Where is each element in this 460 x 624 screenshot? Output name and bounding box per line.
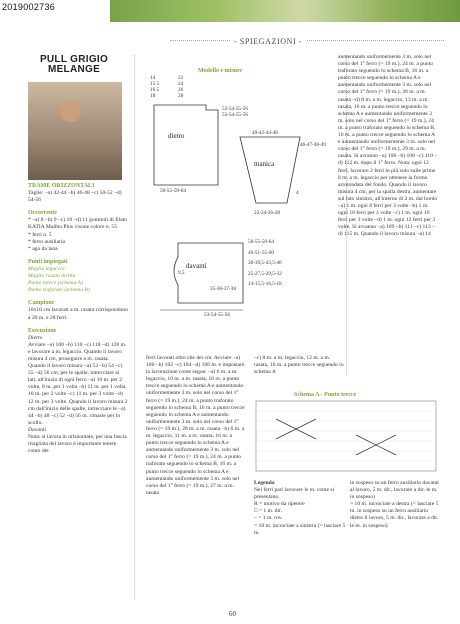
- section-header: - SPIEGAZIONI -: [230, 37, 306, 46]
- top-photo-strip: [110, 0, 460, 22]
- sizes-text: Taglie: –a) 42-44 –b) 46-48 –c) 50-52 –d) 54-56: [28, 190, 122, 204]
- legend-note: Nei ferri pari lavorare le m. come si presentano.: [254, 487, 335, 501]
- back-heading: Dietro: [28, 334, 43, 341]
- left-column: [28, 183, 128, 455]
- front-mid-measure: 35-36-37-38: [210, 286, 236, 292]
- legend-heading: Legenda: [254, 480, 275, 486]
- legend-item: □ = 1 m. dir.: [254, 508, 282, 515]
- sleeve-small-measure: 4: [296, 190, 299, 196]
- right-column: aumentando uniformemente 3 m. solo nel corso del 1° ferro (= 19 m.), 24 m. a punto traforato seguendo lo schema B, 16 m. a punto trecce seguendo lo schema A e aumentando uniformemente 3 m. solo nel corso del 1° ferro (= 19 m.), 28 m. a m. rasata –d) 8 m. a m. legaccio, 13 m. a m. rasata, 16 m. a punto trecce seguendo lo schema A e aumentando uniformemente 3 m. solo nel corso del 1° ferro (= 19 m.), 24 m. a punto traforato seguendo lo schema B, 16 m. a punto trecce seguendo lo schema A e aumentando uniformemente 3 m. solo nel corso del 1° ferro (= 19 m.), 29 m. a m. rasata. Si avranno –a) 106 –b) 108 –c) 110 –d) 112 m. dopo il 1° ferro. Nota: ogni 12 ferri, lavorare 2 ferri in più solo sulle prime 8 m. a m. legaccio per ottenere la forma arrotondata del fondo. Quando il lavoro misura 4 cm, per la spalla destra, aumentare sul lato sinistro, all'interno di 2 m. dal bordo –a) 1 m. ogni 8 ferri per 3 volte –b) 1 m. ogni 10 ferri per 3 volte –c) 1 m. ogni 10 ferri per 3 volte –d) 1 m. ogni 12 ferri per 3 volte. Si avranno –a) 109 –b) 111 –c) 113 –d) 115 m. Quando il lavoro misura –a) 14: [338, 54, 438, 238]
- back-label: dietro: [168, 132, 185, 140]
- materials-heading: Occorrente: [28, 210, 57, 217]
- front-label: davanti: [186, 262, 207, 270]
- back-measure-col: 14 15.5 16.5 18: [150, 75, 160, 99]
- gauge-heading: Campione: [28, 300, 55, 307]
- front-bottom-measure: 53-54-55-56: [204, 312, 230, 318]
- model-photo: [28, 82, 122, 180]
- gauge-text: 10x10 cm lavorati a m. rasata corrispondono a 20 m. e 28 ferri.: [28, 307, 128, 321]
- schema-title: Schema A - Punto trecce: [294, 392, 357, 398]
- sleeve-shape: [240, 137, 300, 203]
- middle-column: ferri lavorati oltre che dei cm. Avviare –a) 100 –b) 102 –c) 104 –d) 106 m. e impostare la lavorazione come segue: –a) 6 m. a m. legaccio, 10 m. a m. rasata, 16 m. a punto trecce seguendo lo schema A e aumentando uniformemente 3 m. solo nel corso del 1° ferro (= 19 m.), 24 m. a punto traforato seguendo lo schema B, 16 m. a punto trecce seguendo lo schema A e aumentando uniformemente 3 m. solo nel corso del 1° ferro (= 19 m.), 28 m. a m. rasata –b) 6 m. a m. legaccio, 11 m. a m. rasata, 16 m. a punto trecce seguendo lo schema A e aumentando uniformemente 3 m. solo nel corso del 1° ferro (= 19 m.), 24 m. a punto traforato seguendo lo schema B, 16 m. a punto trecce seguendo lo schema A e aumentando uniformemente 3 m. solo nel corso del 1° ferro (= 19 m.), 27 m. a m. rasata: [146, 355, 245, 496]
- back-text: Avviare –a) 100 –b) 110 –c) 118 –d) 128 m. e lavorare a m. legaccio. Quando il lavoro misura 4 cm, proseguire a m. rasata. Quando il lavoro misura –a) 53 –b) 54 –c) 55 –d) 56 cm, per le spalle, intrecciare ai lati, all'inizio di ogni ferro –a) 10 m. per 2 volte, 8 m. per 1 volta –b) 11 m. per 1 volta, 10 m. per 2 volte –c) 11 m. per 3 volte –d) 12 m. per 3 volte. Quando il lavoro misura 2 cm dall'inizio delle spalle, intrecciare le –a) 44 –b) 48 –c) 52 –d) 56 m. rimaste per lo scollo.: [28, 341, 128, 426]
- header-rule: [170, 40, 444, 43]
- sleeve-side-measure: 46-47-48-49: [300, 142, 326, 148]
- front-left-measure: 9,5: [178, 270, 185, 276]
- front-text: Nota: si lavora in orizzontale, per una fascia ritagliata del lavoro è importante tenere conto dei: [28, 434, 127, 455]
- reference-code: 2019002736: [2, 2, 56, 12]
- execution-heading: Esecuzione: [28, 327, 57, 334]
- back-side-measures: 53-54-55-56 53-54-55-56: [222, 106, 248, 118]
- sleeve-top-measure: 40-42-44-46: [252, 130, 278, 136]
- materials-text: * –a) 8 –b) 9 –c) 10 –d) 11 gomitoli di filato KATIA Malibu Plus visone colore n. 55 * ferri n. 5 * ferro ausiliario * ago da lana: [28, 217, 128, 252]
- column-divider: [134, 55, 135, 600]
- back-measure-col2: 22 24 26 28: [178, 75, 184, 99]
- sleeve-label: manica: [254, 160, 275, 168]
- schema-chart: [256, 401, 436, 471]
- legend-item: – = 1 m. rov.: [254, 515, 283, 522]
- stitches-list: Maglia legaccio Maglia rasata diritta Punto trecce (schema A) Punto traforato (schema B): [28, 265, 90, 294]
- front-measures: 50-55-59-64 46-51-55-60 36-39,5-43,5-46 25-27,5-29,5-32 14-15,5-16,5-18: [248, 239, 282, 287]
- back-panel-shape: [154, 105, 218, 185]
- diagram-title: Modello e misure: [198, 68, 243, 74]
- sleeve-bottom-measure: 22-24-26-28: [254, 210, 280, 216]
- pattern-title: PULL GRIGIO MELANGE: [39, 54, 109, 75]
- page-number: 60: [229, 610, 236, 618]
- trame-heading: TRAME ORIZZONTALI: [28, 183, 95, 189]
- legend-item: = 10 m. incrociate a sinistra (= lasciare 5 m.: [254, 522, 346, 536]
- legend-side-text: in sospeso su un ferro ausiliario davanti al lavoro, 5 m. dir., lavorare a dir. le m. in sospeso) = 10 m. incrociate a destra (= lasciare 5 m. in sospeso su un ferro ausiliario dietro il lavoro, 5 m. dir., lavorare a dir. le m. in sospeso): [350, 480, 439, 529]
- back-bottom-measure: 50-55-59-64: [160, 188, 186, 194]
- front-heading: Davanti: [28, 426, 47, 433]
- stitches-heading: Punti impiegati: [28, 258, 68, 265]
- legend-block: [254, 480, 346, 537]
- middle-column-tail: –c) 8 m. a m. legaccio, 12 m. a m. rasata, 16 m. a punto trecce seguendo lo schema A: [254, 355, 344, 376]
- legend-item: R = motivo da ripetere: [254, 501, 305, 508]
